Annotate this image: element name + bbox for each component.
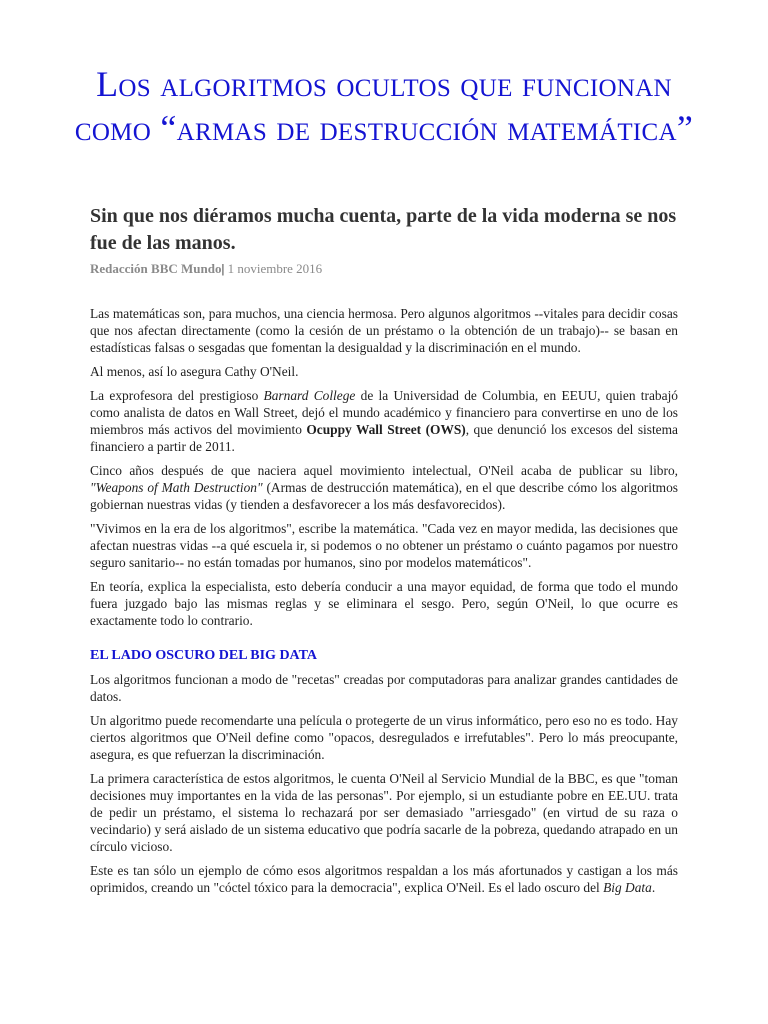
paragraph-3-part-e: , que denunció los excesos del sistema financiero a partir de 2011. bbox=[90, 422, 678, 454]
paragraph-5: "Vivimos en la era de los algoritmos", escribe la matemática. "Cada vez en mayor medida, las decisiones que afectan nuestras vidas --a qué escuela ir, si podemos o no obtener un préstamo o cuánto pagamos por nuestro seguro sanitario-- no están tomadas por humanos, sino por modelos matemáticos". bbox=[90, 521, 678, 570]
paragraph-10 bbox=[90, 862, 678, 896]
section-heading: EL LADO OSCURO DEL BIG DATA bbox=[90, 648, 318, 663]
paragraph-6: En teoría, explica la especialista, esto debería conducir a una mayor equidad, de forma que todo el mundo fuera juzgado bajo las mismas reglas y se eliminara el sesgo. Pero, según O'Neil, lo que ocurre es exactamente todo lo contrario. bbox=[90, 579, 678, 628]
paragraph-2: Al menos, así lo asegura Cathy O'Neil. bbox=[90, 364, 299, 379]
paragraph-1: Las matemáticas son, para muchos, una ciencia hermosa. Pero algunos algoritmos --vitales para decidir cosas que nos afectan directamente (como la cesión de un préstamo o la obtención de un trabajo)-- se basan en estadísticas falsas o sesgadas que fomentan la desigualdad y la discriminación en el mundo. bbox=[90, 306, 678, 355]
paragraph-9: La primera característica de estos algoritmos, le cuenta O'Neil al Servicio Mundial de la BBC, es que "toman decisiones muy importantes en la vida de las personas". Por ejemplo, si un estudiante pobre en EE.UU. trata de pedir un préstamo, el sistema lo rechazará por ser demasiado "arriesgado" (en virtud de su raza o vecindario) y será aislado de un sistema educativo que podría sacarle de la pobreza, quedando atrapado en un círculo vicioso. bbox=[90, 771, 678, 854]
article-title: Los algoritmos ocultos que funcionan como “armas de destrucción matemática” bbox=[74, 64, 694, 148]
paragraph-3-part-c: de la Universidad de Columbia, en EEUU, quien trabajó como analista de datos en Wall Street, dejó el mundo académico y financiero para convertirse en uno de los miembros más activos del movimiento bbox=[90, 388, 678, 437]
byline-author: Redacción BBC Mundo bbox=[90, 261, 222, 276]
paragraph-3 bbox=[90, 387, 678, 455]
paragraph-7: Los algoritmos funcionan a modo de "recetas" creadas por computadoras para analizar grandes cantidades de datos. bbox=[90, 672, 678, 704]
big-data-text: Big Data bbox=[603, 880, 652, 895]
byline bbox=[90, 260, 322, 278]
paragraph-4-part-c: (Armas de destrucción matemática), en el que describe cómo los algoritmos gobiernan nuestras vidas (y tienden a desfavorecer a los más desfavorecidos). bbox=[90, 480, 678, 512]
byline-separator: | bbox=[221, 261, 225, 276]
book-title-text: "Weapons of Math Destruction" bbox=[90, 480, 263, 495]
paragraph-4 bbox=[90, 462, 678, 513]
ows-text: Ocuppy Wall Street (OWS) bbox=[306, 422, 466, 437]
paragraph-10-part-a: Este es tan sólo un ejemplo de cómo esos algoritmos respaldan a los más afortunados y castigan a los más oprimidos, creando un "cóctel tóxico para la democracia", explica O'Neil. Es el lado oscuro del bbox=[90, 863, 678, 895]
article-subtitle: Sin que nos diéramos mucha cuenta, parte de la vida moderna se nos fue de las manos. bbox=[90, 205, 677, 254]
byline-date: 1 noviembre 2016 bbox=[227, 261, 323, 276]
barnard-college-text: Barnard College bbox=[263, 388, 356, 403]
paragraph-10-part-c: . bbox=[651, 880, 656, 895]
paragraph-3-part-a: La exprofesora del prestigioso bbox=[90, 388, 264, 403]
paragraph-4-part-a: Cinco años después de que naciera aquel movimiento intelectual, O'Neil acaba de publicar su libro, bbox=[90, 463, 678, 478]
article-body bbox=[90, 305, 678, 903]
paragraph-8: Un algoritmo puede recomendarte una película o protegerte de un virus informático, pero eso no es todo. Hay ciertos algoritmos que O'Neil define como "opacos, desregulados e irrefutables". Pero lo más preocupante, asegura, es que refuerzan la discriminación. bbox=[90, 713, 678, 762]
